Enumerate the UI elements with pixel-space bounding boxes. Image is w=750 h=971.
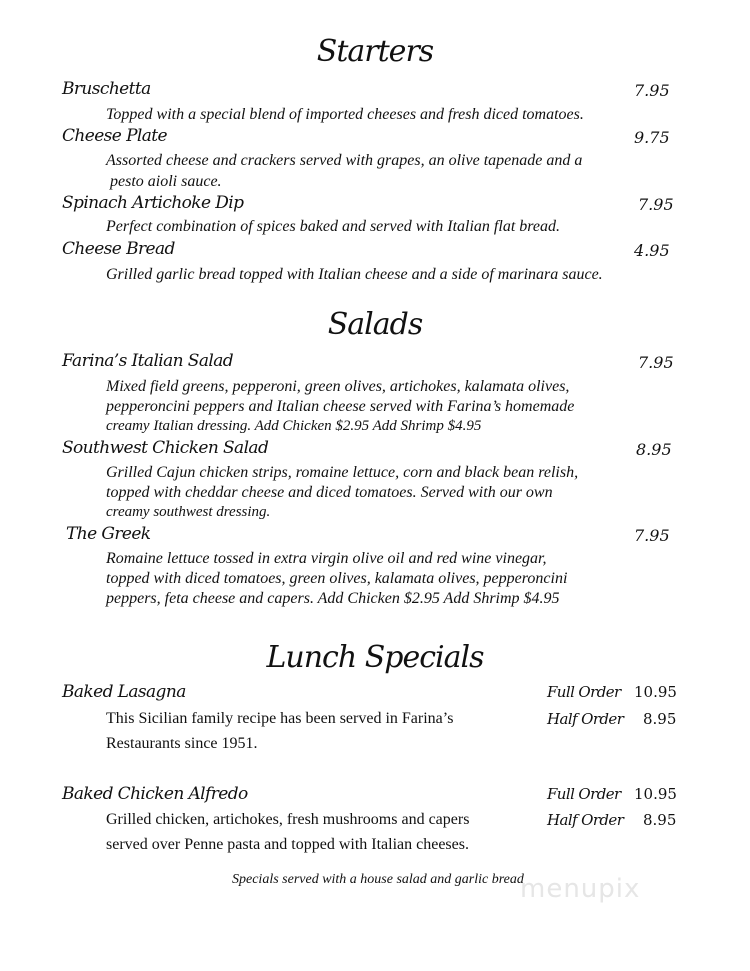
menu-item-name: Cheese Bread [62,239,175,259]
menu-item-price: 7.95 [638,353,674,372]
menu-item-description: creamy southwest dressing. [106,504,271,520]
menu-item-name: Spinach Artichoke Dip [62,193,244,213]
half-order-label: Half Order [547,710,624,728]
menu-item-price: 4.95 [634,241,670,260]
half-order-price: 8.95 [643,710,677,728]
salads-heading: Salads [327,307,423,342]
menu-item-name: Baked Chicken Alfredo [62,784,248,804]
menu-item-description: Perfect combination of spices baked and served with Italian flat bread. [106,218,560,235]
half-order-label: Half Order [547,811,624,829]
specials-footnote: Specials served with a house salad and garlic bread [232,872,524,887]
menu-item-description: peppers, feta cheese and capers. Add Chicken $2.95 Add Shrimp $4.95 [106,590,560,607]
menu-item-price: 8.95 [636,440,672,459]
full-order-price: 10.95 [634,785,677,803]
menu-item-description: Grilled garlic bread topped with Italian cheese and a side of marinara sauce. [106,266,603,283]
menu-item-description: creamy Italian dressing. Add Chicken $2.95 Add Shrimp $4.95 [106,418,482,434]
menu-item-name: Cheese Plate [62,126,167,146]
half-order-price: 8.95 [643,811,677,829]
menu-item-name: The Greek [66,524,151,544]
menu-item-description: Assorted cheese and crackers served with grapes, an olive tapenade and a [106,152,583,169]
menu-item-name: Baked Lasagna [62,682,186,702]
menu-item-price: 7.95 [634,526,670,545]
menu-item-description: topped with cheddar cheese and diced tomatoes. Served with our own [106,484,553,501]
menu-item-price: 9.75 [634,128,670,147]
menu-item-description: Grilled Cajun chicken strips, romaine lettuce, corn and black bean relish, [106,464,579,481]
menu-item-description: Grilled chicken, artichokes, fresh mushrooms and capers [106,811,470,828]
full-order-label: Full Order [547,785,621,803]
full-order-label: Full Order [547,683,621,701]
menu-item-description: Mixed field greens, pepperoni, green olives, artichokes, kalamata olives, [106,378,570,395]
menu-item-name: Bruschetta [62,79,151,99]
menu-item-description: pesto aioli sauce. [110,173,222,190]
full-order-price: 10.95 [634,683,677,701]
menu-item-name: Southwest Chicken Salad [62,438,269,458]
menu-item-description: served over Penne pasta and topped with Italian cheeses. [106,836,469,853]
watermark-logo: menupix [520,874,641,904]
menu-item-name: Farina’s Italian Salad [62,351,234,371]
menu-item-description: topped with diced tomatoes, green olives, kalamata olives, pepperoncini [106,570,568,587]
menu-item-description: pepperoncini peppers and Italian cheese served with Farina’s homemade [106,398,575,415]
menu-item-description: Topped with a special blend of imported cheeses and fresh diced tomatoes. [106,106,584,123]
menu-item-description: Restaurants since 1951. [106,735,258,752]
starters-heading: Starters [316,34,434,69]
menu-item-description: Romaine lettuce tossed in extra virgin olive oil and red wine vinegar, [106,550,547,567]
menu-item-price: 7.95 [634,81,670,100]
menu-item-price: 7.95 [638,195,674,214]
menu-item-description: This Sicilian family recipe has been served in Farina’s [106,710,454,727]
lunch-specials-heading: Lunch Specials [266,640,484,675]
